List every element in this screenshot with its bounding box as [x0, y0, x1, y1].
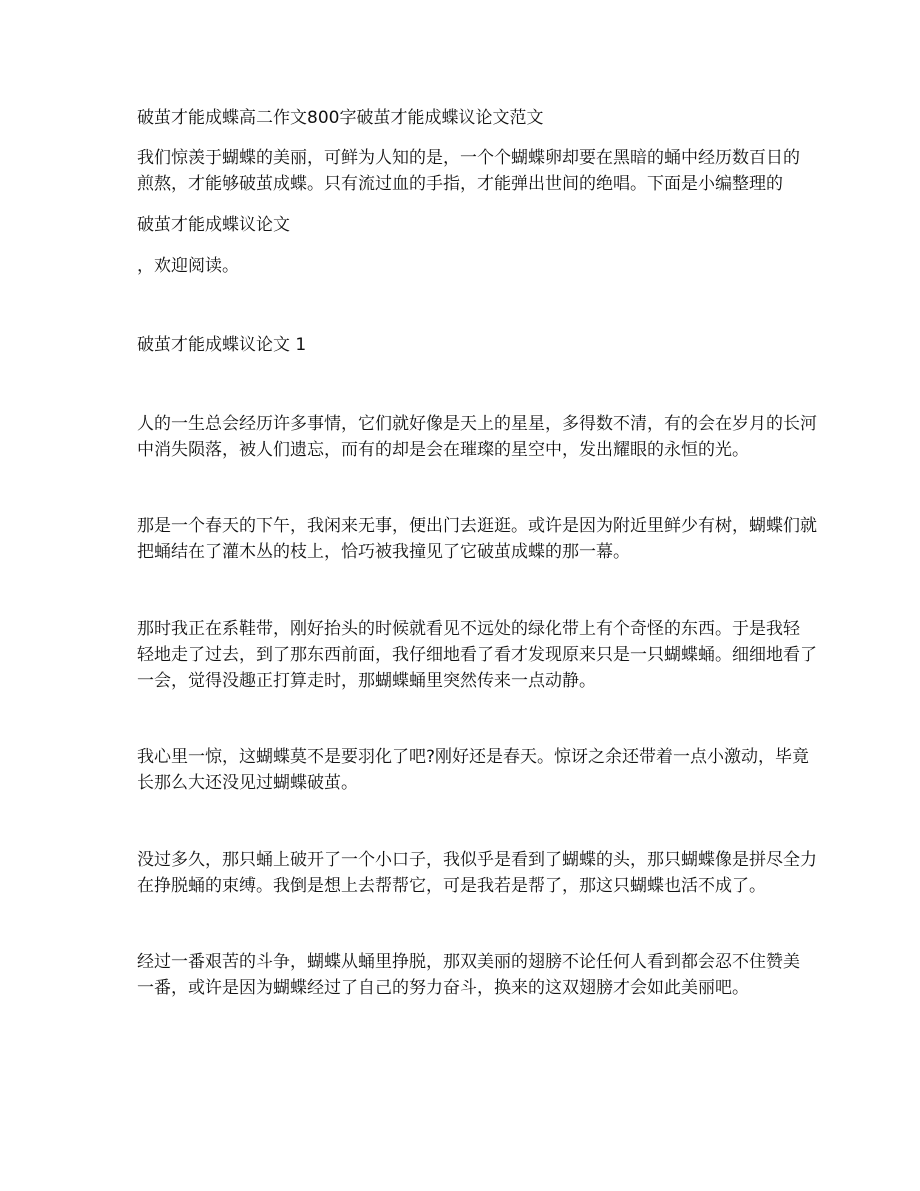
intro-paragraph [137, 145, 800, 197]
paragraph [137, 847, 817, 899]
text-line: 我心里一惊，这蝴蝶莫不是要羽化了吧?刚好还是春天。惊讶之余还带着一点小激动，毕竟 [137, 747, 810, 767]
text-line: 把蛹结在了灌木丛的枝上，恰巧被我撞见了它破茧成蝶的那一幕。 [137, 542, 630, 562]
intro-link[interactable]: 破茧才能成蝶议论文 [137, 215, 290, 235]
text-line: 我们惊羡于蝴蝶的美丽，可鲜为人知的是，一个个蝴蝶卵却要在黑暗的蛹中经历数百日的 [137, 148, 800, 168]
text-line: 没过多久，那只蛹上破开了一个小口子，我似乎是看到了蝴蝶的头，那只蝴蝶像是拼尽全力 [137, 850, 817, 870]
text-line: 人的一生总会经历许多事情，它们就好像是天上的星星，多得数不清，有的会在岁月的长河 [137, 414, 817, 434]
text-line: 一会，觉得没趣正打算走时，那蝴蝶蛹里突然传来一点动静。 [137, 671, 596, 691]
intro-end: ，欢迎阅读。 [137, 256, 239, 276]
text-line: 那是一个春天的下午，我闲来无事，便出门去逛逛。或许是因为附近里鲜少有树，蝴蝶们就 [137, 516, 817, 536]
paragraph [137, 744, 810, 796]
text-line: 轻地走了过去，到了那东西前面，我仔细地看了看才发现原来只是一只蝴蝶蛹。细细地看了 [137, 645, 817, 665]
text-line: 一番，或许是因为蝴蝶经过了自己的努力奋斗，换来的这双翅膀才会如此美丽吧。 [137, 978, 749, 998]
text-line: 中消失陨落，被人们遗忘，而有的却是会在璀璨的星空中，发出耀眼的永恒的光。 [137, 440, 749, 460]
document-title: 破茧才能成蝶高二作文800字破茧才能成蝶议论文范文 [137, 108, 544, 128]
paragraph [137, 411, 817, 463]
text-line: 那时我正在系鞋带，刚好抬头的时候就看见不远处的绿化带上有个奇怪的东西。于是我轻 [137, 619, 800, 639]
paragraph [137, 949, 800, 1001]
text-line: 煎熬，才能够破茧成蝶。只有流过血的手指，才能弹出世间的绝唱。下面是小编整理的 [137, 174, 783, 194]
text-line: 长那么大还没见过蝴蝶破茧。 [137, 773, 358, 793]
text-line: 经过一番艰苦的斗争，蝴蝶从蛹里挣脱，那双美丽的翅膀不论任何人看到都会忍不住赞美 [137, 952, 800, 972]
section-heading: 破茧才能成蝶议论文 1 [137, 335, 307, 355]
text-line: 在挣脱蛹的束缚。我倒是想上去帮帮它，可是我若是帮了，那这只蝴蝶也活不成了。 [137, 876, 766, 896]
paragraph [137, 616, 817, 694]
paragraph [137, 513, 817, 565]
